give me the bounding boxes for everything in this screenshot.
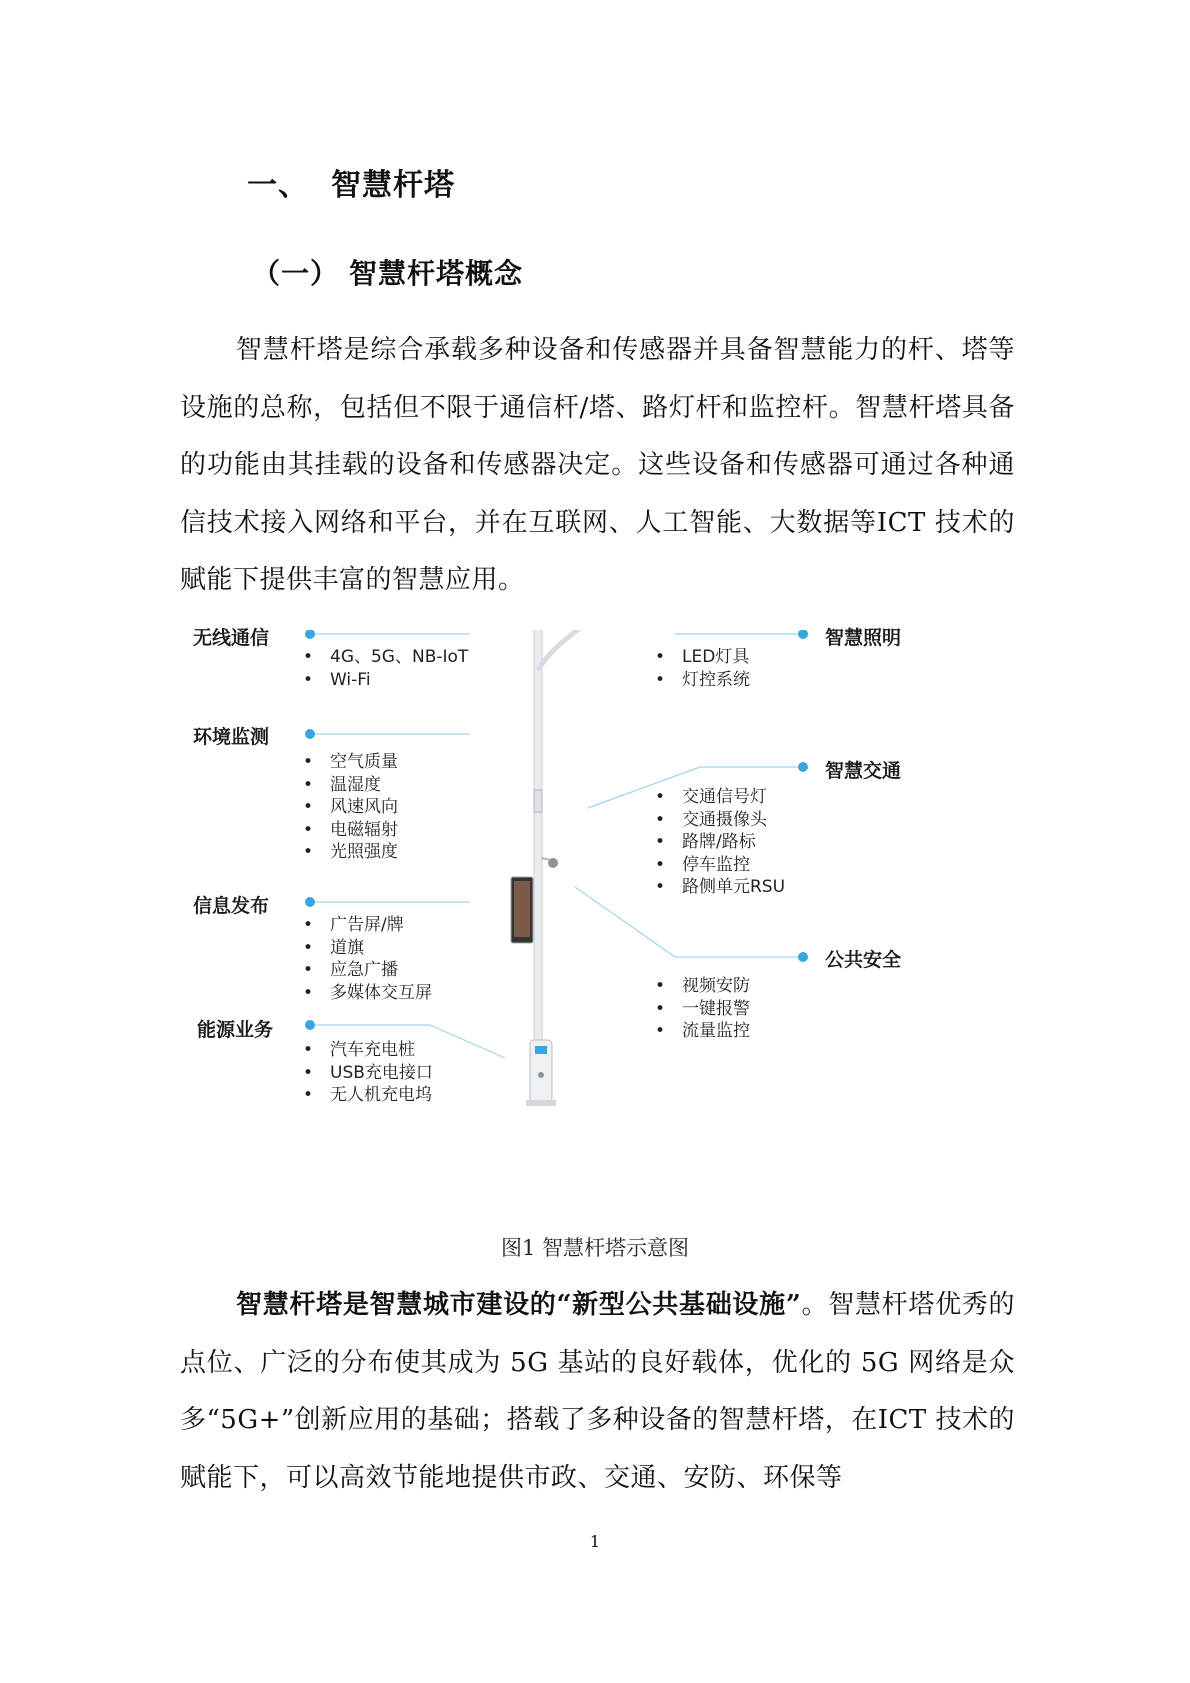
list-item: • 光照强度 xyxy=(303,841,398,864)
connector-dot xyxy=(305,1020,315,1030)
connector-dot xyxy=(305,630,315,639)
subsection-title: 智慧杆塔概念 xyxy=(349,257,524,290)
figure-caption: 图1 智慧杆塔示意图 xyxy=(500,1236,690,1260)
list-item: • 多媒体交互屏 xyxy=(303,982,432,1005)
category-title-wireless: 无线通信 xyxy=(193,627,270,649)
diagram-graphics xyxy=(170,630,1020,1200)
connector-dot xyxy=(798,762,808,772)
section-heading xyxy=(247,160,455,204)
emphasis-text: 智慧杆塔是智慧城市建设的“新型公共基础设施” xyxy=(236,1290,802,1320)
list-item: • 应急广播 xyxy=(303,959,432,982)
page-number: 1 xyxy=(589,1532,601,1551)
list-item: • 路侧单元RSU xyxy=(655,876,785,899)
list-item: • Wi-Fi xyxy=(303,669,468,692)
body-paragraph xyxy=(180,1277,1015,1507)
list-item: • 视频安防 xyxy=(655,975,750,998)
list-item: • 一键报警 xyxy=(655,998,750,1021)
category-list-environment xyxy=(303,751,398,864)
connector-dot xyxy=(305,729,315,739)
category-title-public-safety: 公共安全 xyxy=(825,949,902,971)
list-item: • 交通信号灯 xyxy=(655,786,785,809)
list-item: • 流量监控 xyxy=(655,1020,750,1043)
intro-paragraph: 智慧杆塔是综合承载多种设备和传感器并具备智慧能力的杆、塔等设施的总称，包括但不限于通信杆/塔、路灯杆和监控杆。智慧杆塔具备的功能由其挂载的设备和传感器决定。这些设备和传感器可通过各种通信技术接入网络和平台，并在互联网、人工智能、大数据等ICT 技术的赋能下提供丰富的智慧应用。 xyxy=(180,335,1015,595)
pole-illustration xyxy=(511,630,642,1106)
list-item: • 广告屏/牌 xyxy=(303,914,432,937)
connector-dot xyxy=(798,630,808,639)
category-list-energy xyxy=(303,1039,433,1107)
category-title-traffic: 智慧交通 xyxy=(825,760,902,782)
connector-dot xyxy=(798,952,808,962)
category-title-info-release: 信息发布 xyxy=(193,895,270,917)
list-item: • USB充电接口 xyxy=(303,1062,433,1085)
list-item: • 灯控系统 xyxy=(655,669,750,692)
list-item: • 汽车充电桩 xyxy=(303,1039,433,1062)
subsection-heading xyxy=(252,252,523,292)
section-number: 一、 xyxy=(247,168,309,203)
category-list-info-release xyxy=(303,914,432,1004)
list-item: • 无人机充电坞 xyxy=(303,1084,433,1107)
paragraph-text: 。智慧杆塔优秀的点位、广泛的分布使其成为 5G 基站的良好载体，优化的 5G 网络是众多“5G+”创新应用的基础；搭载了多种设备的智慧杆塔，在ICT 技术的赋能下，可以高效节能地提供市政、交通、安防、环保等 xyxy=(180,1290,1015,1493)
connector-line xyxy=(430,1025,505,1058)
category-title-environment: 环境监测 xyxy=(193,726,270,748)
connector-dot xyxy=(305,897,315,907)
category-list-public-safety xyxy=(655,975,750,1043)
category-list-lighting xyxy=(655,646,750,691)
list-item: • 电磁辐射 xyxy=(303,819,398,842)
subsection-number: （一） xyxy=(252,257,340,290)
list-item: • 路牌/路标 xyxy=(655,831,785,854)
list-item: • 温湿度 xyxy=(303,774,398,797)
smart-pole-diagram xyxy=(170,627,1020,1200)
category-list-traffic xyxy=(655,786,785,899)
list-item: • 停车监控 xyxy=(655,854,785,877)
list-item: • 交通摄像头 xyxy=(655,809,785,832)
list-item: • 风速风向 xyxy=(303,796,398,819)
list-item: • 空气质量 xyxy=(303,751,398,774)
category-title-energy: 能源业务 xyxy=(197,1019,274,1041)
list-item: • 道旗 xyxy=(303,937,432,960)
category-title-lighting: 智慧照明 xyxy=(825,627,902,649)
section-title: 智慧杆塔 xyxy=(331,168,455,203)
category-list-wireless xyxy=(303,646,468,691)
list-item: • LED灯具 xyxy=(655,646,750,669)
list-item: • 4G、5G、NB-IoT xyxy=(303,646,468,669)
